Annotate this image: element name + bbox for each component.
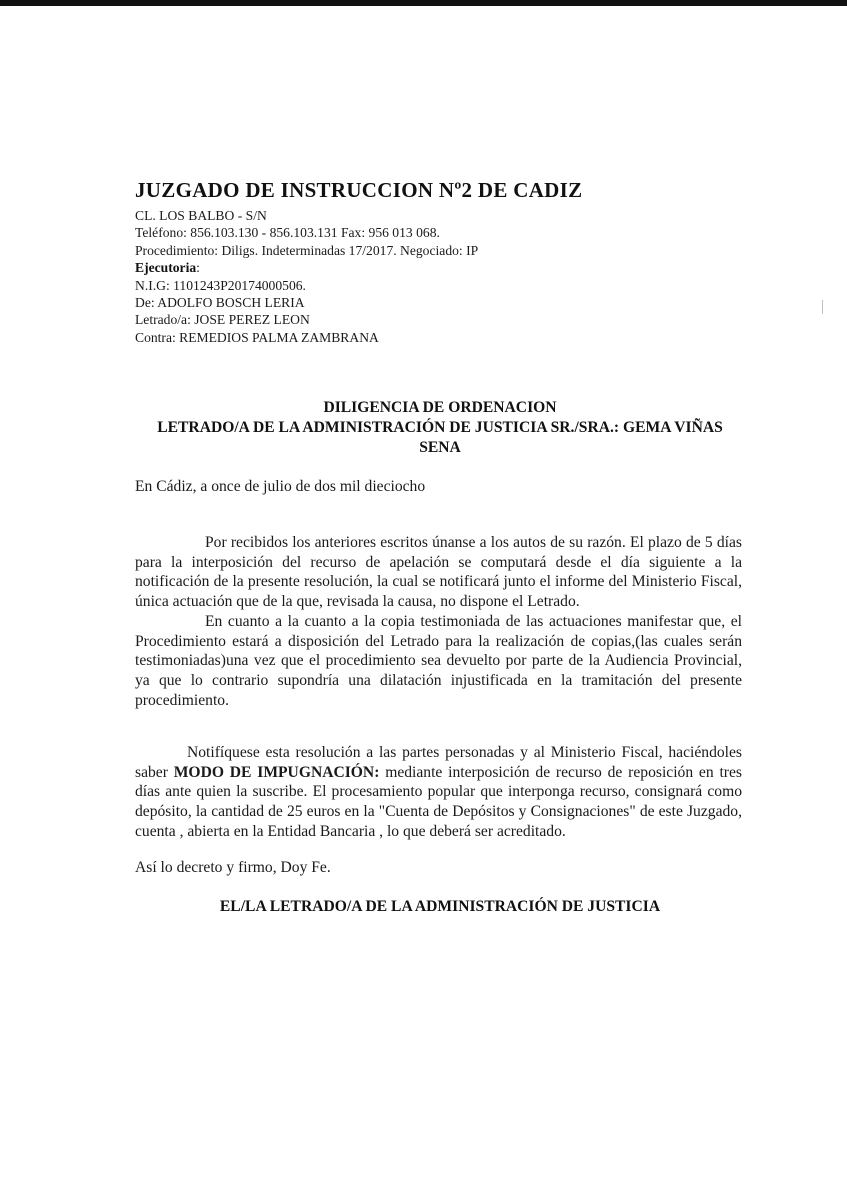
document-header — [135, 178, 775, 346]
court-title: JUZGADO DE INSTRUCCION Nº2 DE CADIZ — [135, 178, 583, 202]
document-heading — [135, 398, 745, 458]
ejecutoria-line — [135, 259, 775, 276]
signature-title: EL/LA LETRADO/A DE LA ADMINISTRACIÓN DE JUSTICIA — [219, 898, 661, 915]
nig-line: N.I.G: 1101243P20174000506. — [135, 277, 306, 293]
defendant-line: Contra: REMEDIOS PALMA ZAMBRANA — [135, 329, 379, 345]
body-paragraph-group-1 — [135, 533, 742, 710]
heading-line-1: DILIGENCIA DE ORDENACION — [323, 399, 557, 416]
body-paragraph-3 — [135, 743, 742, 842]
body-paragraph-2: En cuanto a la cuanto a la copia testimoniada de las actuaciones manifestar que, el Procedimiento estará a disposición del Letrado para la realización de copias,(las cuales serán testimoniadas)una vez que el procedimiento sea devuelto por parte de la Audiencia Provincial, ya que lo contrario supondría una dilatación injustificada en la tramitación del presente procedimiento. — [135, 612, 742, 709]
notice-text-end: mediante interposición de recurso de reposición en tres días ante quien la suscribe. El procesamiento popular que interponga recurso, consignará como depósito, la cantidad de 25 euros en la "Cuenta de Depósitos y Consignaciones" de este Juzgado, cuenta , abierta en la Entidad Bancaria , lo que deberá ser acreditado. — [135, 763, 742, 840]
impugnacion-label: MODO DE IMPUGNACIÓN: — [173, 763, 380, 781]
court-phones: Teléfono: 856.103.130 - 856.103.131 Fax: 956 013 068. — [135, 225, 440, 241]
scan-top-edge — [0, 0, 847, 6]
ejecutoria-colon: : — [196, 260, 200, 276]
ejecutoria-label: Ejecutoria — [135, 260, 197, 276]
closing-line: Así lo decreto y firmo, Doy Fe. — [135, 859, 331, 876]
procedure-line: Procedimiento: Diligs. Indeterminadas 17/2017. Negociado: IP — [135, 242, 479, 258]
court-address: CL. LOS BALBO - S/N — [135, 208, 267, 223]
place-date: En Cádiz, a once de julio de dos mil dieciocho — [135, 478, 426, 495]
lawyer-line: Letrado/a: JOSE PEREZ LEON — [135, 312, 310, 328]
scan-speck — [822, 300, 823, 314]
heading-line-2: LETRADO/A DE LA ADMINISTRACIÓN DE JUSTICIA SR./SRA.: GEMA VIÑAS SENA — [157, 419, 723, 456]
body-paragraph-group-2 — [135, 743, 742, 842]
body-paragraph-1: Por recibidos los anteriores escritos únanse a los autos de su razón. El plazo de 5 días para la interposición del recurso de apelación se computará desde el día siguiente a la notificación de la presente resolución, la cual se notificará junto el informe del Ministerio Fiscal, única actuación que de la que, revisada la causa, no dispone el Letrado. — [135, 534, 742, 611]
plaintiff-line: De: ADOLFO BOSCH LERIA — [135, 295, 305, 311]
notice-text-start: Notifíquese esta resolución a las partes personadas y al Ministerio Fiscal, haciéndoles saber — [135, 744, 742, 781]
